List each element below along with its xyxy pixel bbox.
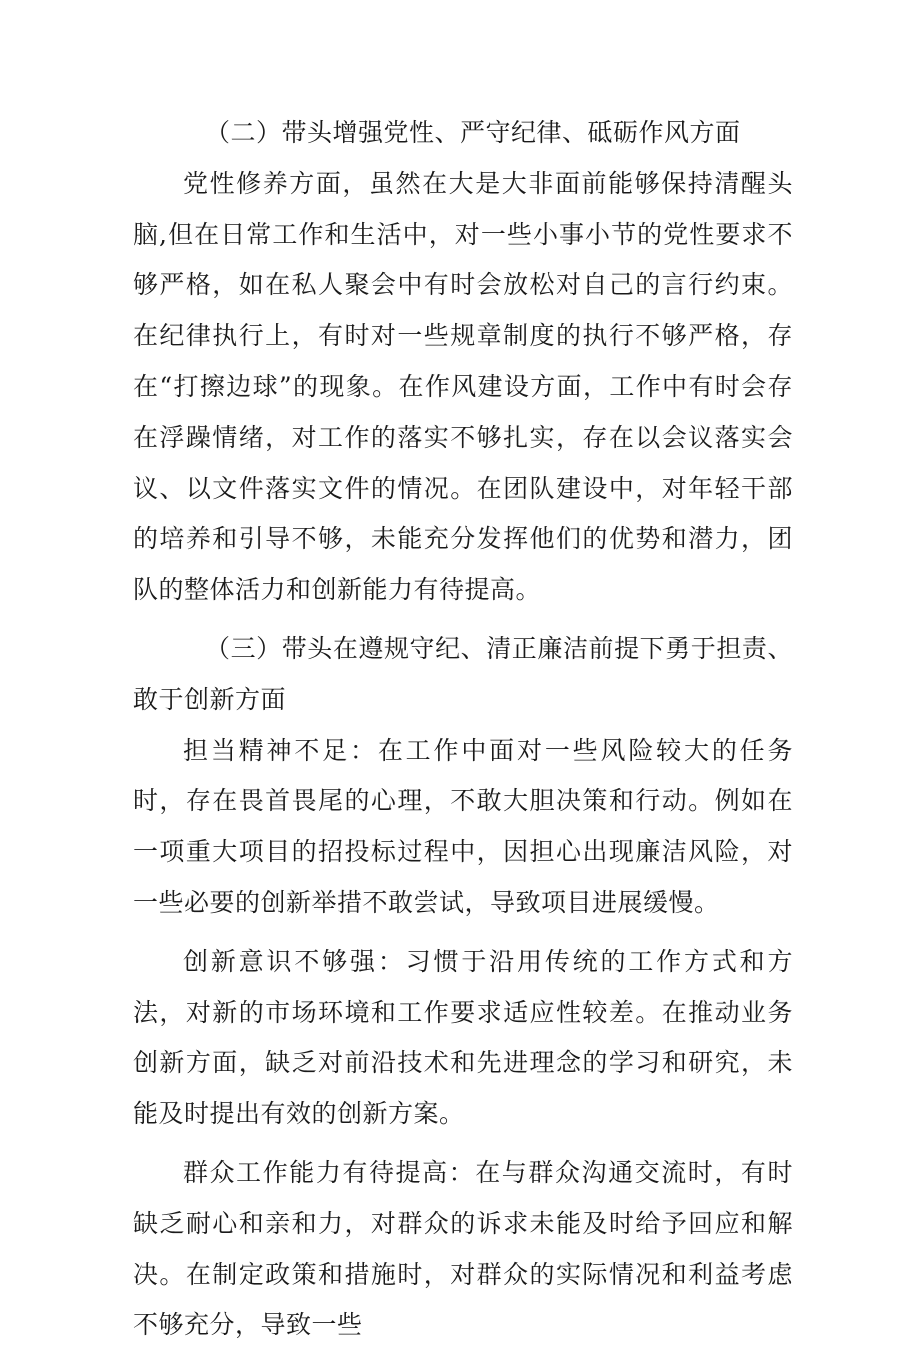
paragraph-responsibility: 担当精神不足：在工作中面对一些风险较大的任务时，存在畏首畏尾的心理，不敢大胆决策和行动。例如在一项重大项目的招投标过程中，因担心出现廉洁风险，对一些必要的创新举措不敢尝试，导致项目进展缓慢。 — [133, 735, 793, 917]
section-heading-3: （三）带头在遵规守纪、清正廉洁前提下勇于担责、敢于创新方面 — [133, 633, 793, 714]
paragraph-innovation: 创新意识不够强：习惯于沿用传统的工作方式和方法，对新的市场环境和工作要求适应性较差。在推动业务创新方面，缺乏对前沿技术和先进理念的学习和研究，未能及时提出有效的创新方案。 — [133, 946, 793, 1129]
section-heading-2: （二）带头增强党性、严守纪律、砥砺作风方面 — [205, 118, 741, 147]
document-body — [133, 108, 793, 1351]
paragraph-mass-work: 群众工作能力有待提高：在与群众沟通交流时，有时缺乏耐心和亲和力，对群众的诉求未能及时给予回应和解决。在制定政策和措施时，对群众的实际情况和利益考虑不够充分，导致一些 — [133, 1157, 793, 1340]
paragraph-party-spirit: 党性修养方面，虽然在大是大非面前能够保持清醒头脑,但在日常工作和生活中，对一些小事小节的党性要求不够严格，如在私人聚会中有时会放松对自己的言行约束。在纪律执行上，有时对一些规章制度的执行不够严格，存在“打擦边球”的现象。在作风建设方面，工作中有时会存在浮躁情绪，对工作的落实不够扎实，存在以会议落实会议、以文件落实文件的情况。在团队建设中，对年轻干部的培养和引导不够，未能充分发挥他们的优势和潜力，团队的整体活力和创新能力有待提高。 — [133, 168, 793, 605]
